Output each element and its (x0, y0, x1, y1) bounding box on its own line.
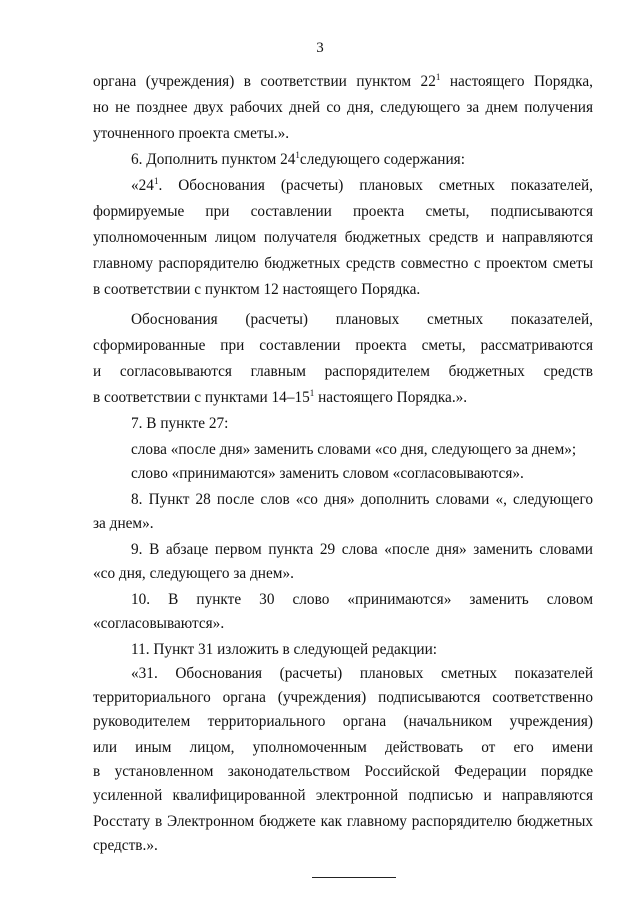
text-line: «$24^1$. Обоснования (расчеты) плановых сметных показателей, (131, 176, 593, 194)
text-line: 10. В пункте 30 слово «принимаются» заменить словом (131, 591, 593, 608)
text-line: или иным лицом, уполномоченным действовать от его имени (93, 739, 593, 756)
text-line: главному распорядителю бюджетных средств совместно с проектом сметы (93, 255, 593, 272)
text-line: органа (учреждения) в соответствии пунктом $22^1$ настоящего Порядка, (93, 72, 593, 90)
text-line: территориального органа (учреждения) подписываются соответственно (93, 689, 593, 706)
text-line: сформированные при составлении проекта сметы, рассматриваются (93, 337, 593, 354)
text-line: и согласовываются главным распорядителем бюджетных средств (93, 363, 593, 380)
text-line: «согласовываются». (93, 615, 225, 632)
text-line: Обоснования (расчеты) плановых сметных показателей, (131, 311, 593, 328)
text-line: в установленном законодательством Российской Федерации порядке (93, 763, 593, 780)
text-line: за днем». (93, 515, 154, 532)
text-line: слово «принимаются» заменить словом «согласовываются». (131, 465, 524, 482)
text-line: слова «после дня» заменить словами «со дня, следующего за днем»; (131, 441, 577, 458)
text-line: «31. Обоснования (расчеты) плановых сметных показателей (131, 665, 593, 682)
text-line: 11. Пункт 31 изложить в следующей редакции: (131, 641, 438, 658)
page-number: 3 (316, 40, 324, 56)
text-line: 6. Дополнить пунктом $24^1следующего$ содержания: (131, 150, 465, 168)
text-line: но не позднее двух рабочих дней со дня, следующего за днем получения (93, 99, 593, 116)
text-line: уточненного проекта сметы.». (93, 125, 290, 142)
text-line: «со дня, следующего за днем». (93, 565, 294, 582)
text-line: средств.». (93, 837, 158, 854)
text-line: усиленной квалифицированной электронной подписью и направляются (93, 787, 593, 804)
text-line: 7. В пункте 27: (131, 415, 229, 432)
text-line: уполномоченным лицом получателя бюджетных средств и направляются (93, 229, 593, 246)
text-line: 9. В абзаце первом пункта 29 слова «после дня» заменить словами (131, 541, 593, 558)
text-line: 8. Пункт 28 после слов «со дня» дополнить словами «, следующего (131, 491, 593, 508)
text-line: руководителем территориального органа (начальником учреждения) (93, 713, 593, 730)
text-line: формируемые при составлении проекта сметы, подписываются (93, 203, 593, 220)
end-separator-line (312, 877, 396, 878)
text-line: Росстату в Электронном бюджете как главному распорядителю бюджетных (93, 813, 593, 830)
text-line: в соответствии с пунктами $14-15^1$ настоящего Порядка.». (93, 388, 468, 406)
text-line: в соответствии с пунктом 12 настоящего Порядка. (93, 281, 421, 298)
